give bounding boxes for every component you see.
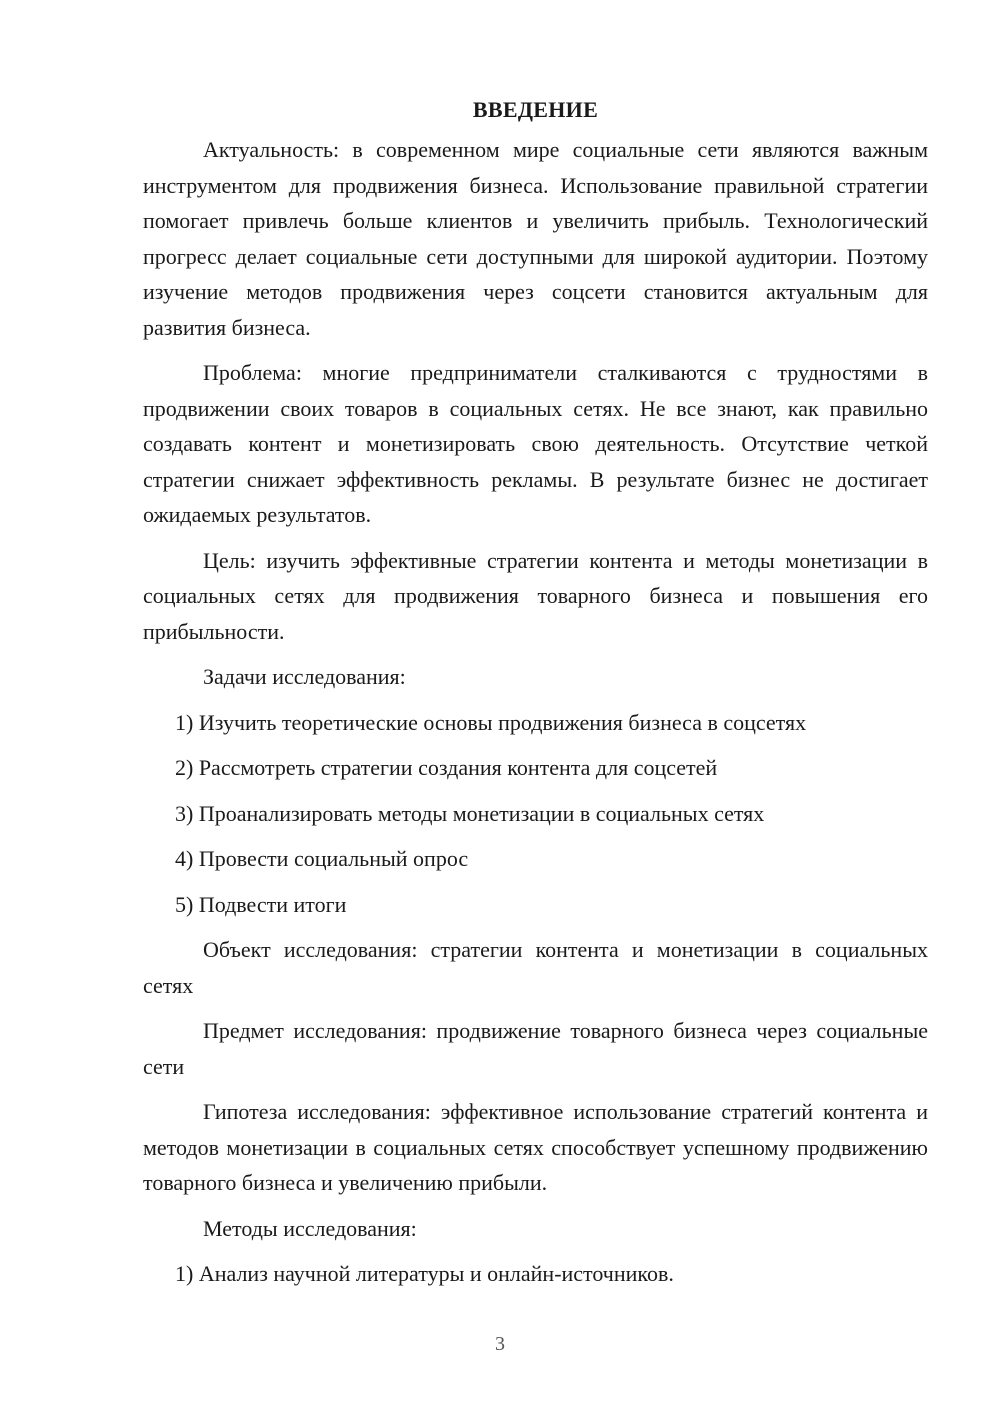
problem-paragraph: Проблема: многие предприниматели сталкиваются с трудностями в продвижении своих товаров в социальных сетях. Не все знают, как правильно создавать контент и монетизировать свою деятельность. Отсутствие четкой стратегии снижает эффективность рекламы. В результате бизнес не достигает ожидаемых результатов. <box>143 360 928 527</box>
task-item: 3) Проанализировать методы монетизации в социальных сетях <box>175 800 765 826</box>
task-item: 2) Рассмотреть стратегии создания контента для соцсетей <box>175 755 718 780</box>
hypothesis-paragraph: Гипотеза исследования: эффективное использование стратегий контента и методов монетизации в социальных сетях способствует успешному продвижению товарного бизнеса и увеличению прибыли. <box>143 1099 928 1195</box>
method-item: 1) Анализ научной литературы и онлайн-источников. <box>175 1261 674 1286</box>
tasks-title: Задачи исследования: <box>203 664 406 689</box>
document-page <box>143 92 928 1302</box>
subject-paragraph: Предмет исследования: продвижение товарного бизнеса через социальные сети <box>143 1018 928 1079</box>
tasks-list <box>143 705 928 923</box>
methods-list <box>143 1256 928 1292</box>
object-paragraph: Объект исследования: стратегии контента и монетизации в социальных сетях <box>143 937 928 998</box>
page-number: 3 <box>495 1333 505 1355</box>
relevance-paragraph: Актуальность: в современном мире социальные сети являются важным инструментом для продвижения бизнеса. Использование правильной стратегии помогает привлечь больше клиентов и увеличить прибыль. Технологический прогресс делает социальные сети доступными для широкой аудитории. Поэтому изучение методов продвижения через соцсети становится актуальным для развития бизнеса. <box>143 137 928 340</box>
task-item: 4) Провести социальный опрос <box>175 846 469 871</box>
goal-paragraph: Цель: изучить эффективные стратегии контента и методы монетизации в социальных сетях для продвижения товарного бизнеса и повышения его прибыльности. <box>143 547 928 644</box>
section-heading: ВВЕДЕНИЕ <box>472 97 599 122</box>
task-item: 1) Изучить теоретические основы продвижения бизнеса в соцсетях <box>175 709 807 735</box>
task-item: 5) Подвести итоги <box>175 891 347 917</box>
methods-title: Методы исследования: <box>203 1215 417 1241</box>
